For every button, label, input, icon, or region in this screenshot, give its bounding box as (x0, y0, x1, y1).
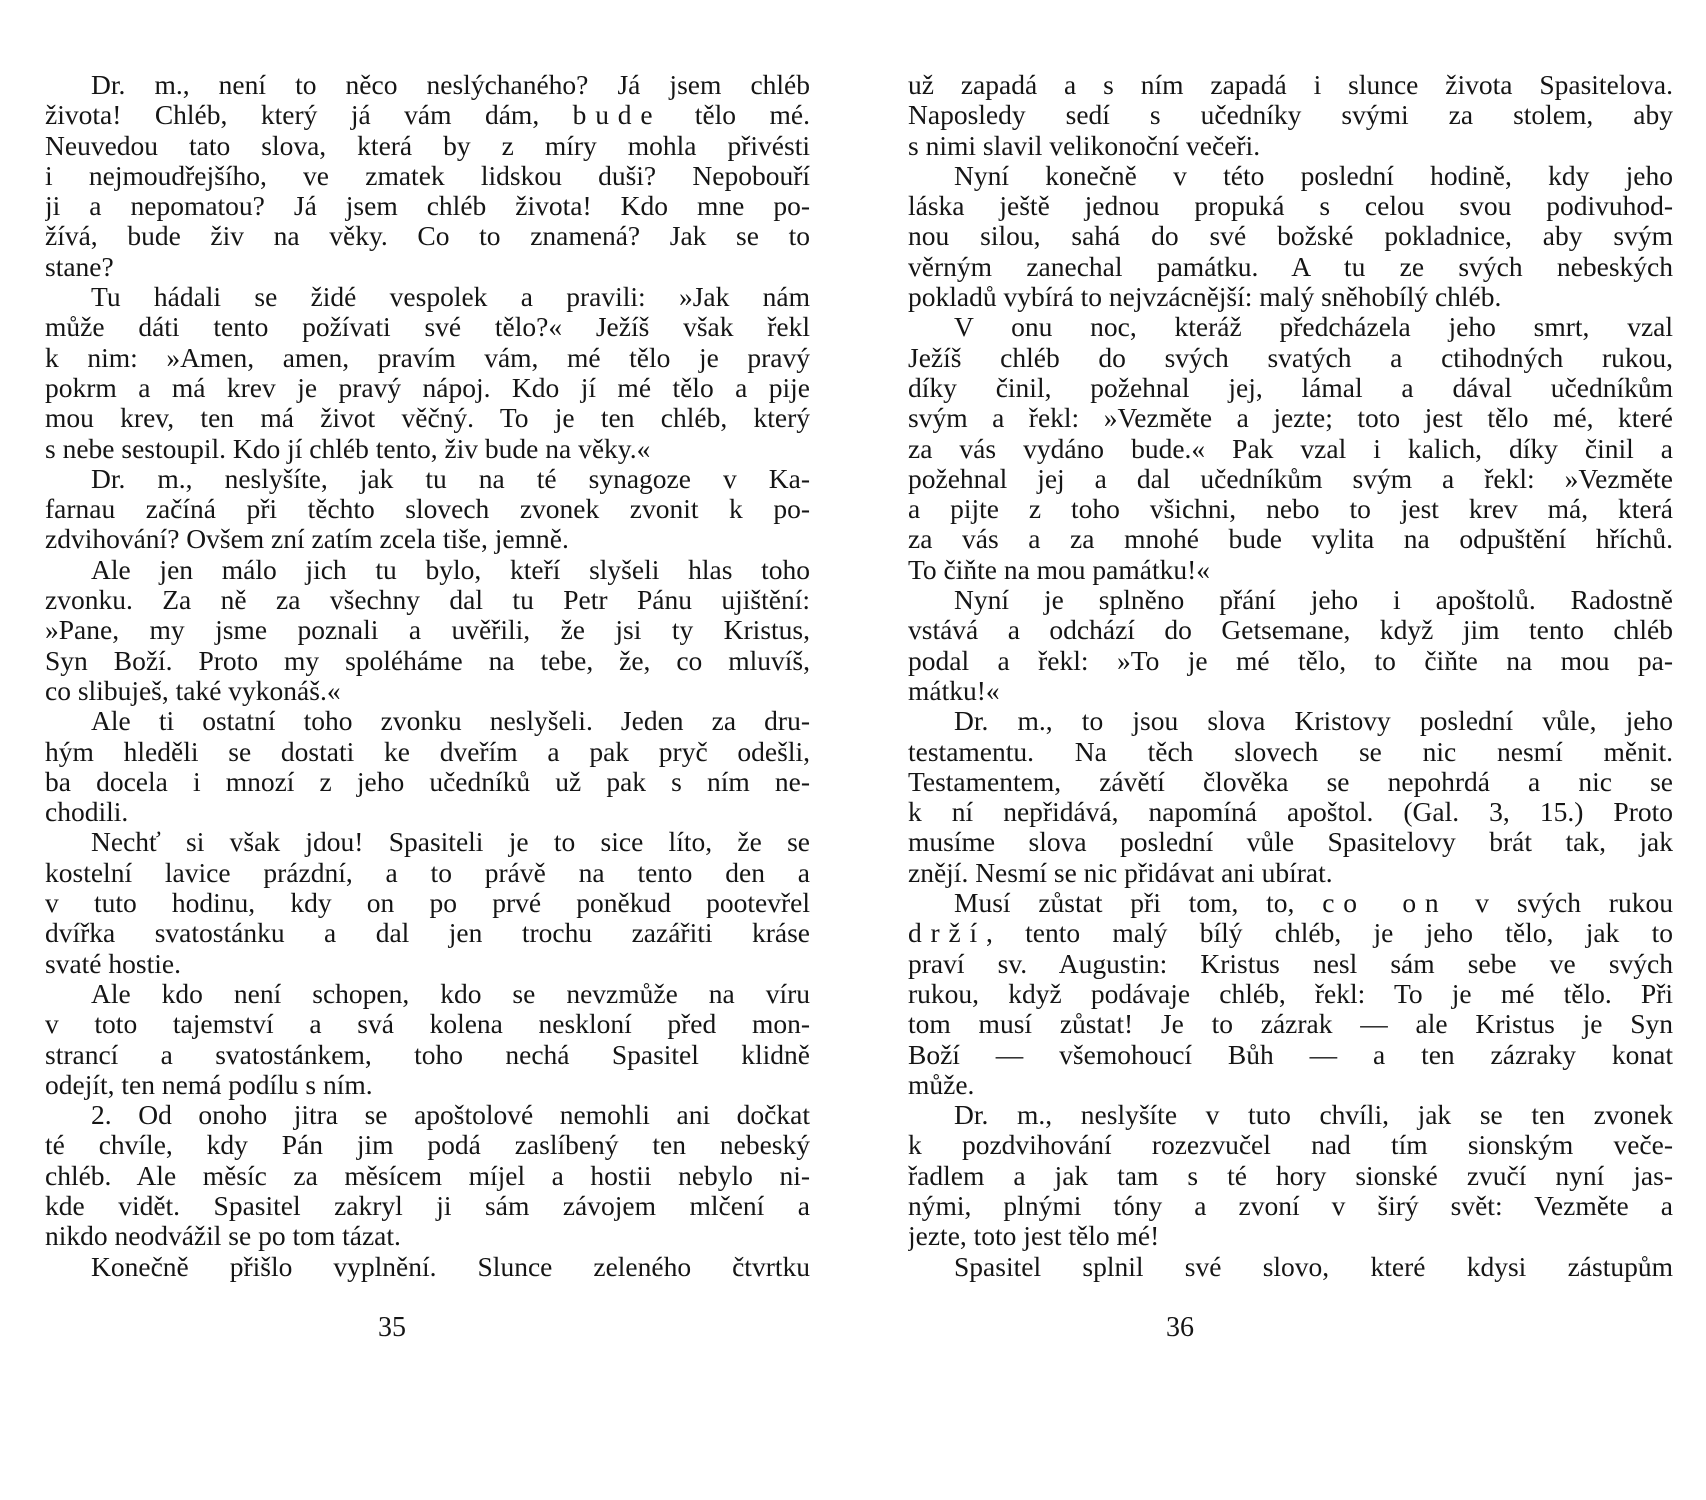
page-text (45, 70, 810, 1282)
text-line: znějí. Nesmí se nic přidávat ani ubírat. (908, 857, 1333, 888)
text-line: jezte, toto jest tělo mé! (908, 1221, 1160, 1252)
text-line (45, 100, 810, 130)
text-line: Boží — všemohoucí Bůh — a ten zázraky konat (908, 1039, 1673, 1070)
text-line: ji a nepomatou? Já jsem chléb života! Kdo mne po- (45, 191, 810, 222)
page-text (908, 70, 1673, 1282)
text-line: Spasitel splnil své slovo, které kdysi zástupům (954, 1251, 1673, 1282)
text-line: »Pane, my jsme poznali a uvěřili, že jsi ty Kristus, (45, 615, 810, 646)
text-line: chléb. Ale měsíc za měsícem míjel a hostii nebylo ni- (45, 1160, 810, 1191)
text-line: k pozdvihování rozezvučel nad tím sionským veče- (908, 1130, 1673, 1161)
text-line: Naposledy sedí s učedníky svými za stolem, aby (908, 100, 1673, 131)
text-line: pokladů vybírá to nejvzácnější: malý sněhobílý chléb. (908, 282, 1502, 313)
text-line: rukou, když podávaje chléb, řekl: To je mé tělo. Při (908, 978, 1673, 1009)
text-line: Testamentem, závětí člověka se nepohrdá a nic se (908, 766, 1673, 797)
text-line: kostelní lavice prázdní, a to právě na tento den a (45, 857, 810, 888)
text-segment: tělo mé. (661, 100, 810, 131)
text-line: To čiňte na mou památku!« (908, 554, 1211, 585)
text-line: Tu hádali se židé vespolek a pravili: »Jak nám (91, 282, 810, 313)
text-line: s nebe sestoupil. Kdo jí chléb tento, živ bude na věky.« (45, 433, 651, 464)
spaced-emphasis: bude (572, 100, 662, 131)
page-left (45, 70, 810, 1282)
text-line: svým a řekl: »Vezměte a jezte; toto jest tělo mé, které (908, 403, 1673, 434)
text-line: Dr. m., to jsou slova Kristovy poslední vůle, jeho (954, 706, 1673, 737)
text-line: s nimi slavil velikonoční večeři. (908, 130, 1261, 161)
text-line: 2. Od onoho jitra se apoštolové nemohli ani dočkat (91, 1100, 810, 1131)
text-line: musíme slova poslední vůle Spasitelovy brát tak, jak (908, 827, 1673, 858)
page-number: 36 (1166, 1312, 1194, 1343)
text-segment: v svých rukou (1447, 888, 1673, 919)
text-line: testamentu. Na těch slovech se nic nesmí měnit. (908, 736, 1673, 767)
text-line: Dr. m., neslyšíte, jak tu na té synagoze v Ka- (91, 463, 810, 494)
text-line: tom musí zůstat! Je to zázrak — ale Kristus je Syn (908, 1009, 1673, 1040)
text-line: podal a řekl: »To je mé tělo, to čiňte na mou pa- (908, 645, 1673, 676)
text-segment: života! Chléb, který já vám dám, (45, 100, 573, 131)
text-line: nikdo neodvážil se po tom tázat. (45, 1221, 401, 1252)
text-line: pokrm a má krev je pravý nápoj. Kdo jí mé tělo a pije (45, 372, 810, 403)
text-line: té chvíle, kdy Pán jim podá zaslíbený ten nebeský (45, 1130, 810, 1161)
spaced-emphasis: drží (908, 918, 986, 949)
text-segment: Musí zůstat při tom, to, (954, 888, 1323, 919)
text-line: Ale ti ostatní toho zvonku neslyšeli. Jeden za dru- (91, 706, 810, 737)
text-line: a pijte z toho všichni, nebo to jest krev má, která (908, 494, 1673, 525)
text-line: za vás vydáno bude.« Pak vzal i kalich, díky činil a (908, 433, 1673, 464)
text-line: odejít, ten nemá podílu s ním. (45, 1069, 373, 1100)
text-line: Ale kdo není schopen, kdo se nevzmůže na víru (91, 978, 810, 1009)
text-line: v tuto hodinu, kdy on po prvé poněkud pootevřel (45, 888, 810, 919)
text-line: zdvihování? Ovšem zní zatím zcela tiše, jemně. (45, 524, 569, 555)
text-line: k ní nepřidává, napomíná apoštol. (Gal. 3, 15.) Proto (908, 797, 1673, 828)
text-line: V onu noc, kteráž předcházela jeho smrt, vzal (954, 312, 1673, 343)
text-line: žívá, bude živ na věky. Co to znamená? Jak se to (45, 221, 810, 252)
text-line: mou krev, ten má život věčný. To je ten chléb, který (45, 403, 810, 434)
text-line: nou silou, sahá do své božské pokladnice, aby svým (908, 221, 1673, 252)
text-line: může dáti tento požívati své tělo?« Ježíš však řekl (45, 312, 810, 343)
text-line: požehnal jej a dal učedníkům svým a řekl: »Vezměte (908, 463, 1673, 494)
text-line: už zapadá a s ním zapadá i slunce života Spasitelova. (908, 70, 1673, 100)
text-line: v toto tajemství a svá kolena neskloní před mon- (45, 1009, 810, 1040)
text-segment: , tento malý bílý chléb, je jeho tělo, jak to (985, 918, 1673, 949)
text-line: Neuvedou tato slova, která by z míry mohla přivésti (45, 130, 810, 161)
spaced-emphasis: co on (1322, 888, 1448, 919)
text-line: Nyní konečně v této poslední hodině, kdy jeho (954, 160, 1673, 191)
text-line: kde vidět. Spasitel zakryl ji sám závojem mlčení a (45, 1190, 810, 1221)
text-line: Ale jen málo jich tu bylo, kteří slyšeli hlas toho (91, 554, 810, 585)
text-line: farnau začíná při těchto slovech zvonek zvonit k po- (45, 494, 810, 525)
text-line: Nechť si však jdou! Spasiteli je to sice líto, že se (91, 827, 810, 858)
text-line: Syn Boží. Proto my spoléháme na tebe, že, co mluvíš, (45, 645, 810, 676)
text-line (908, 888, 1673, 918)
text-line: ba docela i mnozí z jeho učedníků už pak s ním ne- (45, 766, 810, 797)
text-line: chodili. (45, 797, 129, 828)
text-line: hým hleděli se dostati ke dveřím a pak pryč odešli, (45, 736, 810, 767)
text-line: svaté hostie. (45, 948, 181, 979)
text-line: praví sv. Augustin: Kristus nesl sám sebe ve svých (908, 948, 1673, 979)
text-line: Nyní je splněno přání jeho i apoštolů. Radostně (954, 585, 1673, 616)
text-line: vstává a odchází do Getsemane, když jim tento chléb (908, 615, 1673, 646)
text-line: řadlem a jak tam s té hory sionské zvučí nyní jas- (908, 1160, 1673, 1191)
text-line: za vás a za mnohé bude vylita na odpuštění hříchů. (908, 524, 1673, 555)
text-line: věrným zanechal památku. A tu ze svých nebeských (908, 251, 1673, 282)
text-line: zvonku. Za ně za všechny dal tu Petr Pánu ujištění: (45, 585, 810, 616)
text-line: může. (908, 1069, 975, 1100)
text-line: láska ještě jednou propuká s celou svou podivuhod- (908, 191, 1673, 222)
text-line (908, 918, 1673, 948)
text-line: stane? (45, 251, 114, 282)
text-line: strancí a svatostánkem, toho nechá Spasitel klidně (45, 1039, 810, 1070)
text-line: k nim: »Amen, amen, pravím vám, mé tělo je pravý (45, 342, 810, 373)
page-number: 35 (378, 1312, 406, 1343)
text-line: Ježíš chléb do svých svatých a ctihodných rukou, (908, 342, 1673, 373)
text-line: dvířka svatostánku a dal jen trochu zazářiti kráse (45, 918, 810, 949)
text-line: Konečně přišlo vyplnění. Slunce zeleného čtvrtku (91, 1251, 810, 1282)
text-line: i nejmoudřejšího, ve zmatek lidskou duši? Nepobouří (45, 160, 810, 191)
text-line: Dr. m., neslyšíte v tuto chvíli, jak se ten zvonek (954, 1100, 1673, 1131)
text-line: nými, plnými tóny a zvoní v širý svět: Vezměte a (908, 1190, 1673, 1221)
text-line: Dr. m., není to něco neslýchaného? Já jsem chléb (91, 70, 810, 100)
page-right (908, 70, 1673, 1282)
text-line: co slibuješ, také vykonáš.« (45, 675, 341, 706)
text-line: mátku!« (908, 675, 1000, 706)
text-line: díky činil, požehnal jej, lámal a dával učedníkům (908, 372, 1673, 403)
